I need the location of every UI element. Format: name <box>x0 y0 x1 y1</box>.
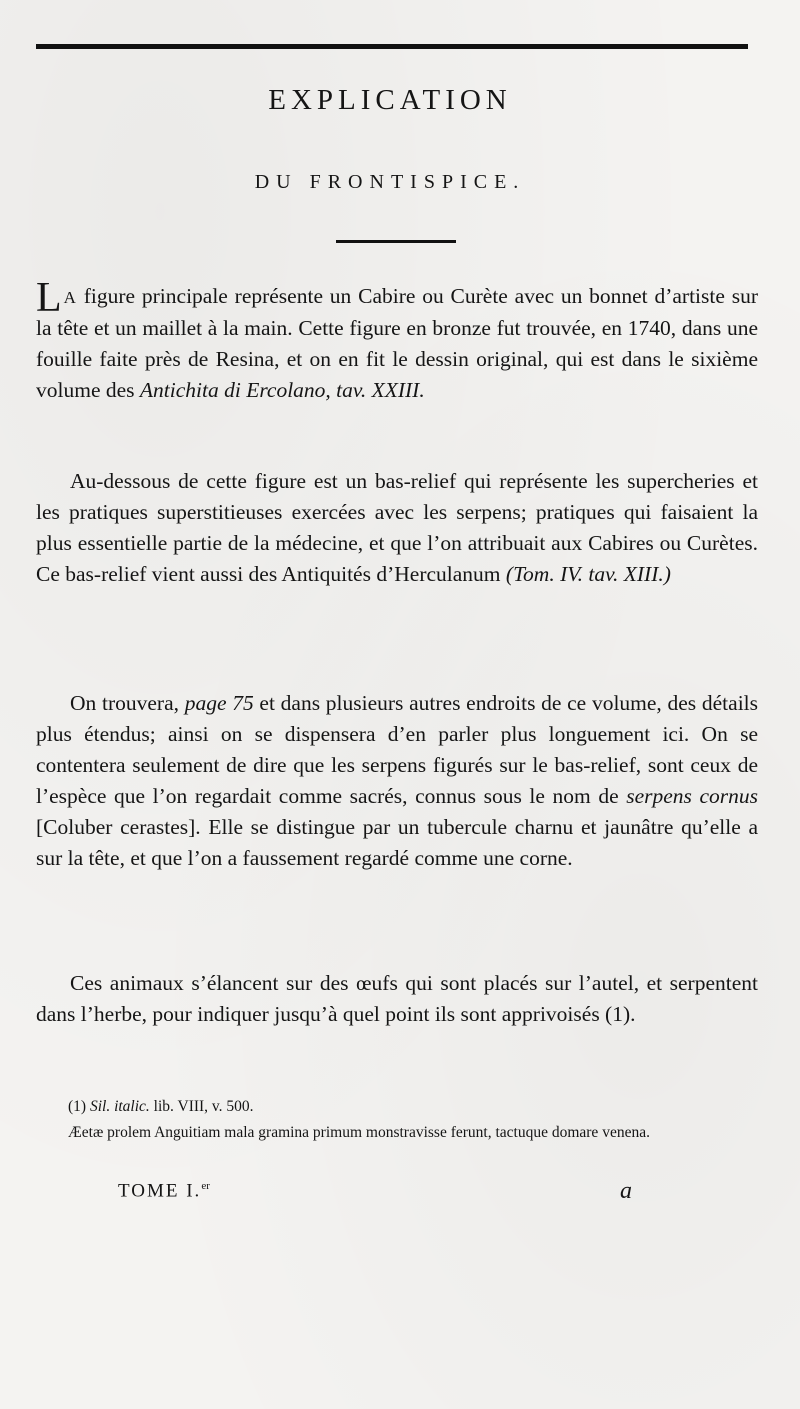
section-divider <box>336 240 456 243</box>
drop-cap: L <box>36 275 62 321</box>
page-title: EXPLICATION <box>268 84 512 116</box>
paragraph-3-text-b: et dans plusieurs autres endroits de ce volume, des détails plus étendus; ainsi on se dispensera d’en parler plus longuement ici. On se contentera seulement de dire que les serpens figurés sur le bas-relief, sont ceux de l’espèce que l’on regardait comme sacrés, connus sous le nom de <box>36 691 759 808</box>
page-subtitle: DU FRONTISPICE. <box>254 171 526 193</box>
paragraph-2-citation: (Tom. IV. tav. XIII.) <box>505 562 671 586</box>
footnote-marker: (1) <box>68 1098 90 1115</box>
species-name: serpens cornus <box>626 784 758 808</box>
tome-superscript: er <box>201 1180 210 1192</box>
page-reference: page 75 <box>184 691 254 715</box>
paragraph-4-text: Ces animaux s’élancent sur des œufs qui sont placés sur l’autel, et serpentent dans l’herbe, pour indiquer jusqu’à quel point ils sont apprivoisés (1). <box>36 971 758 1026</box>
paragraph-4 <box>36 968 758 1030</box>
sheet-signature-mark: a <box>620 1178 632 1204</box>
paragraph-1-text: figure principale représente un Cabire ou Curète avec un bonnet d’artiste sur la tête et un maillet à la main. Cette figure en bronze fut trouvée, en 1740, dans une fouille faite près de Resina, et on en fit le dessin original, qui est dans le sixième volume des <box>36 284 758 402</box>
tome-signature <box>118 1180 210 1202</box>
paragraph-2-text: Au-dessous de cette figure est un bas-relief qui représente les supercheries et les pratiques superstitieuses exercées avec les serpens; pratiques qui faisaient la plus essentielle partie de la médecine, et que l’on attribuait aux Cabires ou Curètes. Ce bas-relief vient aussi des Antiquités d’Herculanum <box>36 469 758 586</box>
top-rule <box>36 44 748 49</box>
paragraph-3 <box>36 688 758 874</box>
paragraph-3-text-a: On trouvera, <box>70 691 185 715</box>
footnote-source: Sil. italic. <box>89 1098 150 1115</box>
paragraph-1-citation: Antichita di Ercolano, tav. XXIII. <box>139 378 425 402</box>
paragraph-2 <box>36 466 758 590</box>
footnote-reference <box>68 1095 784 1119</box>
paragraph-3-text-c: [Coluber cerastes]. Elle se distingue par un tubercule charnu et jaunâtre qu’elle a sur la tête, et que l’on a faussement regardé comme une corne. <box>36 815 758 870</box>
lead-caps: A <box>63 288 77 307</box>
paragraph-1 <box>36 275 758 406</box>
footnote-quote: Æetæ prolem Anguitiam mala gramina primum monstravisse ferunt, tactuque domare venena. <box>68 1124 650 1141</box>
tome-label: TOME I. <box>118 1180 202 1202</box>
footnote-source-detail: lib. VIII, v. 500. <box>149 1098 254 1115</box>
